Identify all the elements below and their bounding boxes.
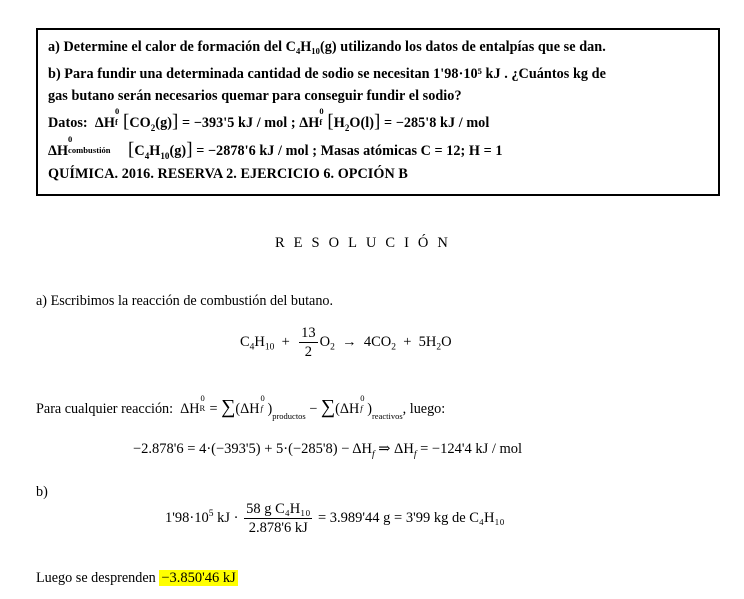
resolution-title: RESOLUCIÓN bbox=[275, 235, 457, 251]
fraction-13-2: $\frac{13}{2}$ bbox=[301, 325, 316, 360]
problem-part-b-line1: b) Para fundir una determinada cantidad de sodio se necesitan 1'98·10⁵ kJ . ¿Cuántos kg de bbox=[48, 66, 606, 82]
fraction-mass-energy: $\frac{\text{58 g C₄H₁₀}}{2.878'6 kJ}$ bbox=[246, 501, 311, 536]
problem-source: QUÍMICA. 2016. RESERVA 2. EJERCICIO 6. OPCIÓN B bbox=[48, 166, 408, 182]
problem-part-b-line2: gas butano serán necesarios quemar para conseguir fundir el sodio? bbox=[48, 88, 462, 104]
highlighted-result: −3.850'46 kJ bbox=[161, 570, 236, 586]
problem-datos: Datos: ΔH 0 f $[CO_2(g)] = -393'5$ kJ / mol ; ΔH 0 f $[H_2O(l)] = -285'8$ kJ / mol bbox=[48, 106, 490, 133]
part-a-intro: a) Escribimos la reacción de combustión del butano. bbox=[36, 293, 334, 309]
problem-part-a: a) Determine el calor de formación del C₄H₁₀(g) utilizando los datos de entalpías que se dan. bbox=[48, 39, 606, 55]
equation-part-a: $-2.878'6 = 4\cdot(-393'5) + 5\cdot(-285'8) - \Delta H_f$ ⇒ $\Delta H_f = -124'4$ kJ / mol bbox=[133, 441, 523, 460]
part-b-label: b) bbox=[36, 484, 48, 500]
problem-combustion: ΔH 0 combustión $[C_4H_{10}(g)] = -2878'6$ kJ / mol ; Masas atómicas C = 12; H = 1 bbox=[48, 134, 503, 161]
equation-part-b: $1'98\cdot 10^5$ kJ · $\frac{\text{58 g C₄H₁₀}}{2.878'6 kJ}$ = 3.989'44 g = 3'99 kg de C₄H₁₀ bbox=[165, 501, 505, 536]
problem-box bbox=[36, 28, 720, 196]
general-formula: Para cualquier reacción: ΔH 0 R = ∑(ΔH 0 f )$_{productos} - \sum(\Delta H$ 0 f )$_{reactivos}$, luego: bbox=[36, 393, 446, 421]
conclusion: Luego se desprenden −3.850'46 kJ bbox=[36, 570, 236, 586]
combustion-reaction: $C_4H_{10}$ + $\frac{13}{2}$ $O_2 \to 4CO_2 + 5H_2O$ bbox=[240, 325, 452, 360]
